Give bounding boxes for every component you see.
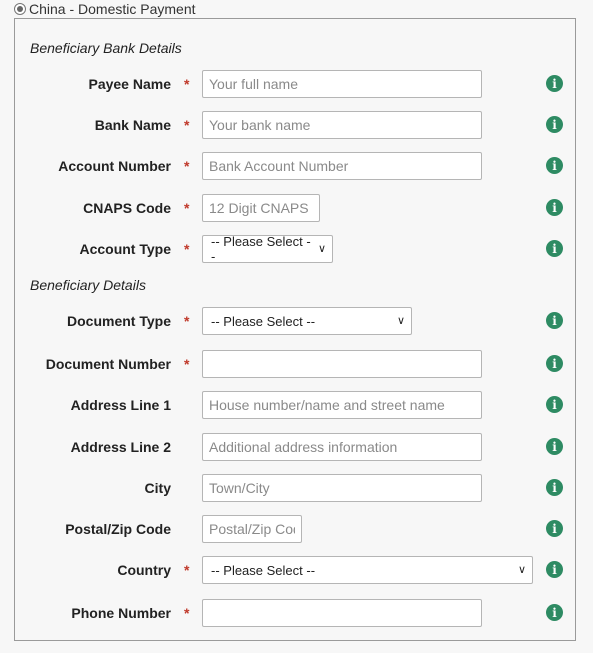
chevron-down-icon: ∨ xyxy=(517,563,526,576)
address-line-2-label: Address Line 2 xyxy=(70,439,171,455)
address-line-2-input[interactable] xyxy=(202,433,482,461)
postal-code-input[interactable] xyxy=(202,515,302,543)
payment-method-legend[interactable] xyxy=(14,1,196,17)
phone-number-input[interactable] xyxy=(202,599,482,627)
city-input[interactable] xyxy=(202,474,482,502)
info-icon[interactable]: i xyxy=(546,116,563,133)
info-icon[interactable]: i xyxy=(546,240,563,257)
section-title-bank: Beneficiary Bank Details xyxy=(30,40,182,56)
row-account-number xyxy=(15,151,575,181)
info-icon[interactable]: i xyxy=(546,520,563,537)
info-icon[interactable]: i xyxy=(546,312,563,329)
required-marker: * xyxy=(184,200,190,216)
city-label: City xyxy=(144,480,171,496)
required-marker: * xyxy=(184,356,190,372)
info-icon[interactable]: i xyxy=(546,479,563,496)
row-payee-name xyxy=(15,69,575,99)
postal-code-label: Postal/Zip Code xyxy=(65,521,171,537)
phone-number-label: Phone Number xyxy=(71,605,171,621)
required-marker: * xyxy=(184,313,190,329)
required-marker: * xyxy=(184,117,190,133)
required-marker: * xyxy=(184,241,190,257)
account-type-selected: -- Please Select -- xyxy=(211,234,311,264)
info-icon[interactable]: i xyxy=(546,157,563,174)
row-document-number xyxy=(15,349,575,379)
chevron-down-icon: ∨ xyxy=(317,242,326,255)
info-icon[interactable]: i xyxy=(546,396,563,413)
row-city xyxy=(15,473,575,503)
section-title-beneficiary: Beneficiary Details xyxy=(30,277,146,293)
radio-selected-dot xyxy=(17,6,23,12)
info-icon[interactable]: i xyxy=(546,75,563,92)
payee-name-label: Payee Name xyxy=(88,76,171,92)
info-icon[interactable]: i xyxy=(546,604,563,621)
country-select[interactable] xyxy=(202,556,533,584)
info-icon[interactable]: i xyxy=(546,199,563,216)
document-number-label: Document Number xyxy=(45,356,171,372)
required-marker: * xyxy=(184,158,190,174)
account-number-label: Account Number xyxy=(58,158,171,174)
document-type-select[interactable] xyxy=(202,307,412,335)
row-country xyxy=(15,555,575,585)
row-cnaps-code xyxy=(15,193,575,223)
cnaps-code-label: CNAPS Code xyxy=(83,200,171,216)
row-postal-code xyxy=(15,514,575,544)
chevron-down-icon: ∨ xyxy=(396,314,405,327)
required-marker: * xyxy=(184,76,190,92)
document-type-selected: -- Please Select -- xyxy=(211,313,316,329)
payment-method-radio[interactable] xyxy=(14,3,26,15)
row-bank-name xyxy=(15,110,575,140)
row-address-line-1 xyxy=(15,390,575,420)
bank-name-input[interactable] xyxy=(202,111,482,139)
document-type-label: Document Type xyxy=(67,313,171,329)
info-icon[interactable]: i xyxy=(546,561,563,578)
payment-details-fieldset xyxy=(14,18,576,641)
required-marker: * xyxy=(184,605,190,621)
payee-name-input[interactable] xyxy=(202,70,482,98)
row-phone-number xyxy=(15,598,575,628)
address-line-1-input[interactable] xyxy=(202,391,482,419)
required-marker: * xyxy=(184,562,190,578)
country-label: Country xyxy=(117,562,171,578)
account-number-input[interactable] xyxy=(202,152,482,180)
row-document-type xyxy=(15,306,575,336)
bank-name-label: Bank Name xyxy=(94,117,171,133)
cnaps-code-input[interactable] xyxy=(202,194,320,222)
row-account-type xyxy=(15,234,575,264)
account-type-select[interactable] xyxy=(202,235,333,263)
payment-method-label: China - Domestic Payment xyxy=(29,1,196,17)
document-number-input[interactable] xyxy=(202,350,482,378)
country-selected: -- Please Select -- xyxy=(211,562,316,578)
row-address-line-2 xyxy=(15,432,575,462)
info-icon[interactable]: i xyxy=(546,438,563,455)
account-type-label: Account Type xyxy=(79,241,171,257)
address-line-1-label: Address Line 1 xyxy=(70,397,171,413)
info-icon[interactable]: i xyxy=(546,355,563,372)
